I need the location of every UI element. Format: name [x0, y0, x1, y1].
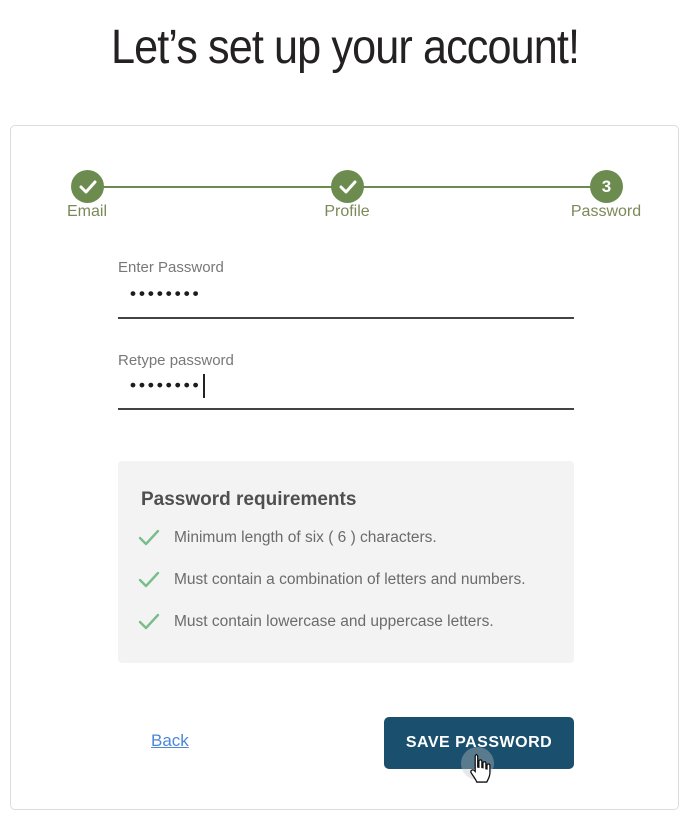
- retype-password-underline: [118, 408, 574, 410]
- requirement-text: Must contain a combination of letters and numbers.: [174, 571, 526, 588]
- password-requirements-panel: [118, 461, 574, 663]
- step-email-indicator: [71, 170, 104, 203]
- step-profile-indicator: [331, 170, 364, 203]
- check-icon: [79, 180, 97, 194]
- requirement-text: Must contain lowercase and uppercase letters.: [174, 613, 494, 630]
- requirements-heading: Password requirements: [141, 489, 357, 510]
- retype-password-input[interactable]: [130, 374, 205, 398]
- setup-card: [10, 125, 679, 810]
- step-label-password: Password: [570, 203, 642, 220]
- step-label-profile: Profile: [324, 203, 370, 220]
- enter-password-underline: [118, 317, 574, 319]
- check-icon: [138, 529, 160, 547]
- back-link[interactable]: Back: [151, 731, 189, 750]
- enter-password-input[interactable]: ••••••••: [130, 284, 202, 303]
- requirement-item: [138, 613, 494, 631]
- save-password-button[interactable]: SAVE PASSWORD: [384, 717, 574, 769]
- check-icon: [138, 613, 160, 631]
- requirement-item: [138, 571, 526, 589]
- step-number: 3: [601, 176, 612, 196]
- requirement-text: Minimum length of six ( 6 ) characters.: [174, 529, 437, 546]
- enter-password-label: Enter Password: [118, 259, 224, 276]
- requirement-item: [138, 529, 437, 547]
- retype-password-label: Retype password: [118, 352, 234, 369]
- check-icon: [339, 180, 357, 194]
- check-icon: [138, 571, 160, 589]
- step-label-email: Email: [66, 203, 107, 220]
- step-password-indicator: [590, 170, 623, 203]
- text-caret: [203, 374, 205, 398]
- retype-password-value: ••••••••: [130, 375, 202, 395]
- page-title: Let’s set up your account!: [110, 21, 580, 74]
